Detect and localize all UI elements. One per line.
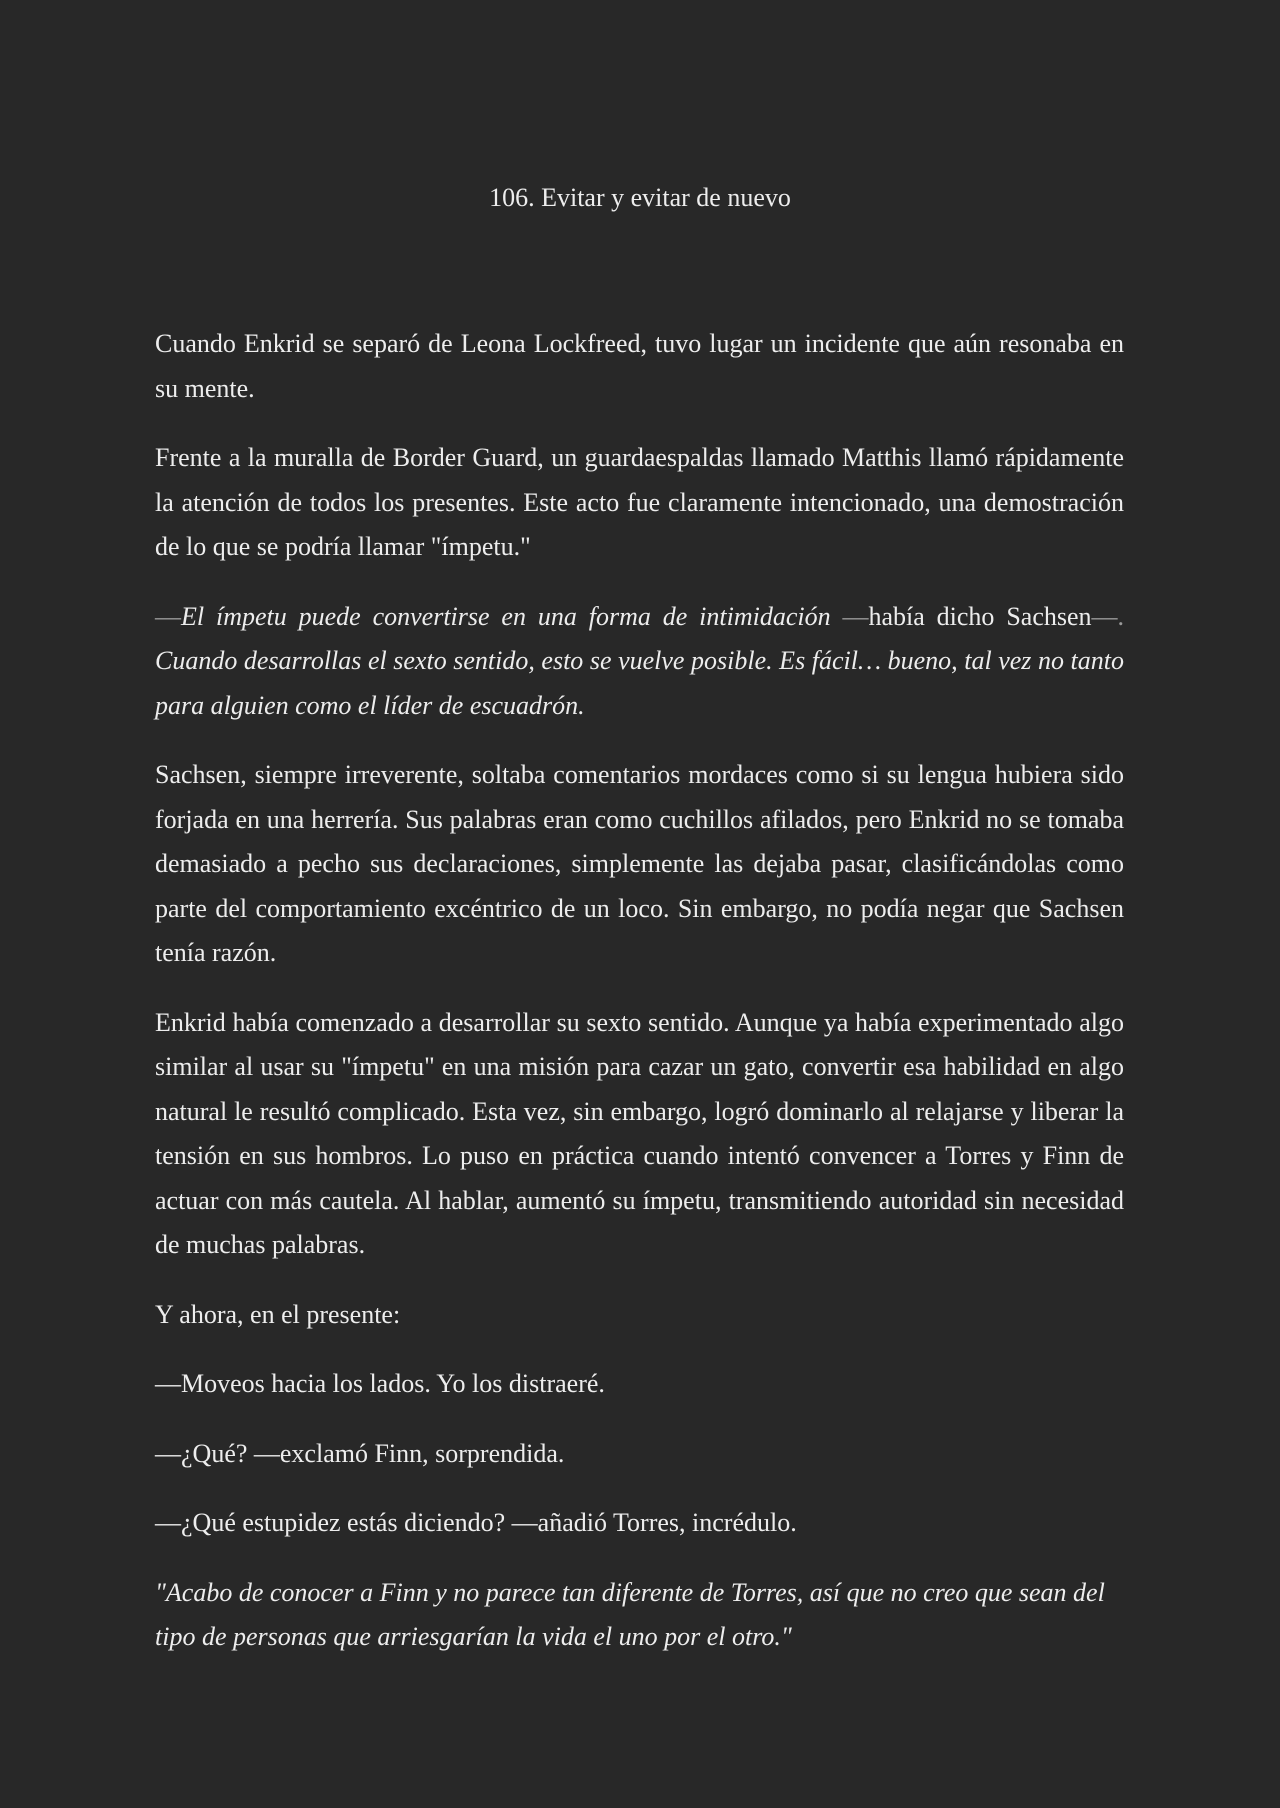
dash-open: — [155, 601, 181, 631]
paragraph-10: "Acabo de conocer a Finn y no parece tan diferente de Torres, así que no creo que sean del tipo de personas que arriesgarían la vida el uno por el otro." [155, 1577, 1105, 1651]
chapter-title: 106. Evitar y evitar de nuevo [489, 183, 791, 212]
dash-mid: — [830, 601, 869, 631]
paragraph-7: —Moveos hacia los lados. Yo los distraeré. [155, 1369, 605, 1398]
paragraph-6: Y ahora, en el presente: [155, 1299, 401, 1329]
paragraph-1: Cuando Enkrid se separó de Leona Lockfreed, tuvo lugar un incidente que aún resonaba en su mente. [155, 329, 1124, 403]
paragraph-5: Enkrid había comenzado a desarrollar su sexto sentido. Aunque ya había experimentado algo similar al usar su "ímpetu" en una misión para cazar un gato, convertir esa habilidad en algo natural le resultó complicado. Esta vez, sin embargo, logró dominarlo al relajarse y liberar la tensión en sus hombros. Lo puso en práctica cuando intentó convencer a Torres y Finn de actuar con más cautela. Al hablar, aumentó su ímpetu, transmitiendo autoridad sin necesidad de muchas palabras. [155, 1007, 1124, 1259]
paragraph-4: Sachsen, siempre irreverente, soltaba comentarios mordaces como si su lengua hubiera sido forjada en una herrería. Sus palabras eran como cuchillos afilados, pero Enkrid no se tomaba demasiado a pecho sus declaraciones, simplemente las dejaba pasar, clasificándolas como parte del comportamiento excéntrico de un loco. Sin embargo, no podía negar que Sachsen tenía razón. [155, 760, 1124, 967]
dash-close: —. [1091, 601, 1125, 631]
speaker-tag: había dicho Sachsen [868, 601, 1092, 631]
chapter-body [155, 322, 1124, 1685]
paragraph-2: Frente a la muralla de Border Guard, un guardaespaldas llamado Matthis llamó rápidamente la atención de todos los presentes. Este acto fue claramente intencionado, una demostración de lo que se podría llamar "ímpetu." [155, 443, 1124, 561]
quote-part-b: Cuando desarrollas el sexto sentido, esto se vuelve posible. Es fácil… bueno, tal vez no tanto para alguien como el líder de escuadrón. [155, 646, 1124, 720]
paragraph-9: —¿Qué estupidez estás diciendo? —añadió Torres, incrédulo. [155, 1508, 797, 1537]
quote-part-a: El ímpetu puede convertirse en una forma de intimidación [181, 601, 831, 631]
paragraph-3 [155, 595, 1124, 729]
paragraph-8: —¿Qué? —exclamó Finn, sorprendida. [155, 1438, 565, 1468]
